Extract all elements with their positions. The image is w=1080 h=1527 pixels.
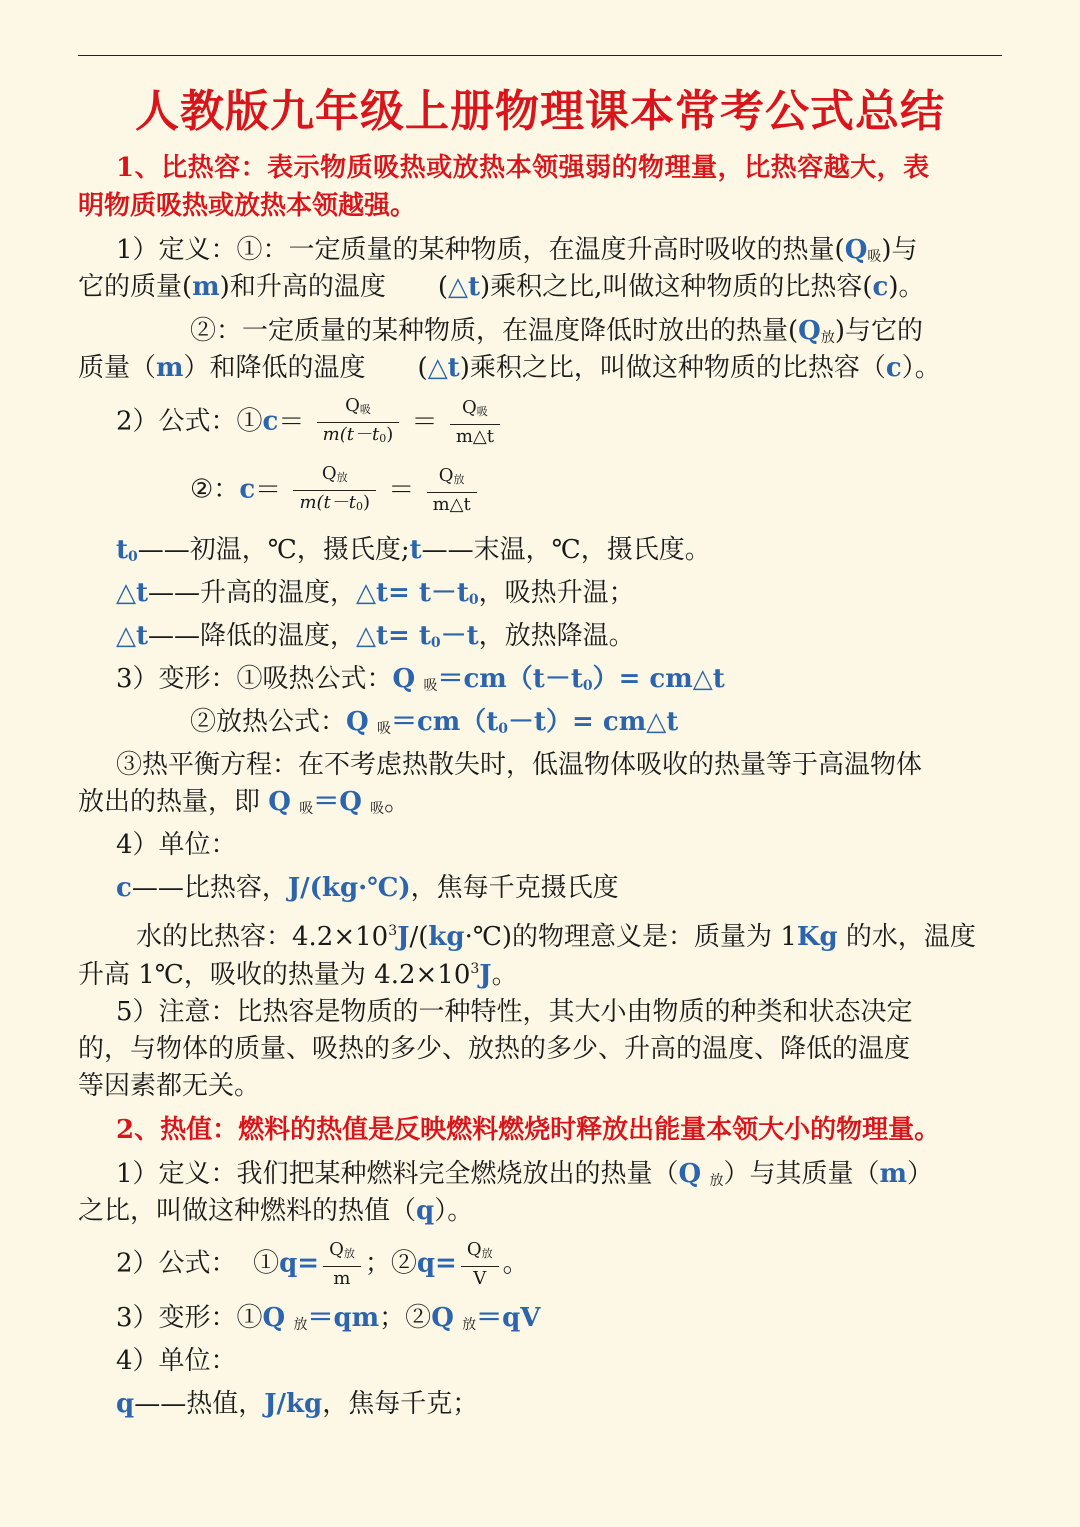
section1-heading-line2: 明物质吸热或放热本领越强。	[78, 191, 417, 221]
delta-t-rise-line: △t——升高的温度，△t= $t-t_0$，吸热升温；	[116, 578, 635, 608]
delta-t-fall-line: △t——降低的温度，△t= $t_0-t$，放热降温。	[116, 621, 635, 651]
formula2-line: ②：c＝ $\frac{\text{Q放}}{m(t-t0)}$ ＝ $\frac{\text{Q放}}{m\triangle t}$	[190, 462, 481, 519]
unit-label-1: 4）单位：	[116, 830, 237, 860]
unit-label-2: 4）单位：	[116, 1346, 237, 1376]
temperature-legend-line: $t_0——$初温，℃，摄氏度;t——末温，℃，摄氏度。	[116, 535, 711, 565]
s2-fraction2: $\frac{\text{Q放}}{V}$	[461, 1238, 499, 1291]
variation-absorb-line: 3）变形：①吸热公式：Q $_吸=cm(t-t_0)=$ cm△t	[116, 664, 725, 694]
formula1-fraction2: $\frac{\text{Q吸}}{m\triangle t}$	[450, 396, 500, 449]
section1-heading-line1: 1、比热容：表示物质吸热或放热本领强弱的物理量，比热容越大，表	[116, 153, 930, 183]
heat-balance-line2: 放出的热量，即 Q $_吸$＝Q $_吸$。	[78, 787, 411, 817]
top-rule	[78, 55, 1002, 56]
variation-release-line: ②放热公式：Q $_吸=cm(t_0-t)=$ cm△t	[190, 707, 679, 737]
def1-line2: 它的质量(m)和升高的温度 (△t)乘积之比,叫做这种物质的比热容(c)。	[78, 272, 925, 302]
s2-formula-line: 2）公式： ①q= $\frac{\text{Q放}}{m}$ ；②q= $\frac{\text{Q放}}{V}$ 。	[116, 1239, 529, 1289]
s2-variation-line: 3）变形：①Q $_放$＝qm；②Q $_放$＝qV	[116, 1303, 541, 1333]
def1-line1: 1）定义：①：一定质量的某种物质，在温度升高时吸收的热量$(Q_吸)$与	[116, 235, 918, 265]
unit-c-line: c——比热容，J/(kg·℃)，焦每千克摄氏度	[116, 873, 619, 903]
heat-balance-line1: ③热平衡方程：在不考虑热散失时，低温物体吸收的热量等于高温物体	[116, 750, 923, 780]
formula1-line: 2）公式：①c＝ $\frac{\text{Q吸}}{m(t-t0)}$ ＝ $\frac{\text{Q吸}}{m\triangle t}$	[116, 394, 504, 451]
s2-def-line1: 1）定义：我们把某种燃料完全燃烧放出的热量（Q $_放$）与其质量（m）	[116, 1159, 934, 1189]
note-line2: 的，与物体的质量、吸热的多少、放热的多少、升高的温度、降低的温度	[78, 1034, 911, 1064]
unit-q-line: q——热值，J/kg，焦每千克；	[116, 1389, 479, 1419]
formula1-fraction1: $\frac{\text{Q吸}}{m(t-t0)}$	[317, 394, 400, 451]
page-title: 人教版九年级上册物理课本常考公式总结	[135, 86, 945, 137]
formula2-fraction1: $\frac{\text{Q放}}{m(t-t0)}$	[293, 462, 376, 519]
water-heat-line1: 水的比热容：$4.2\times 10^3J/(kg\cdot℃)$的物理意义是：质量为 1Kg 的水，温度	[136, 922, 976, 952]
note-line3: 等因素都无关。	[78, 1071, 261, 1101]
note-line1: 5）注意：比热容是物质的一种特性，其大小由物质的种类和状态决定	[116, 997, 913, 1027]
s2-def-line2: 之比，叫做这种燃料的热值（q）。	[78, 1196, 474, 1226]
water-heat-line2: 升高 1℃，吸收的热量为 $4.2\times 10^3J$。	[78, 960, 518, 990]
def2-line1: ②：一定质量的某种物质，在温度降低时放出的热量$(Q_放)$与它的	[190, 316, 923, 346]
def2-line2: 质量（m）和降低的温度 (△t)乘积之比，叫做这种物质的比热容（c）。	[78, 353, 941, 383]
s2-fraction1: $\frac{\text{Q放}}{m}$	[323, 1238, 361, 1291]
section2-heading: 2、热值：燃料的热值是反映燃料燃烧时释放出能量本领大小的物理量。	[116, 1115, 941, 1145]
formula2-fraction2: $\frac{\text{Q放}}{m\triangle t}$	[427, 464, 477, 517]
